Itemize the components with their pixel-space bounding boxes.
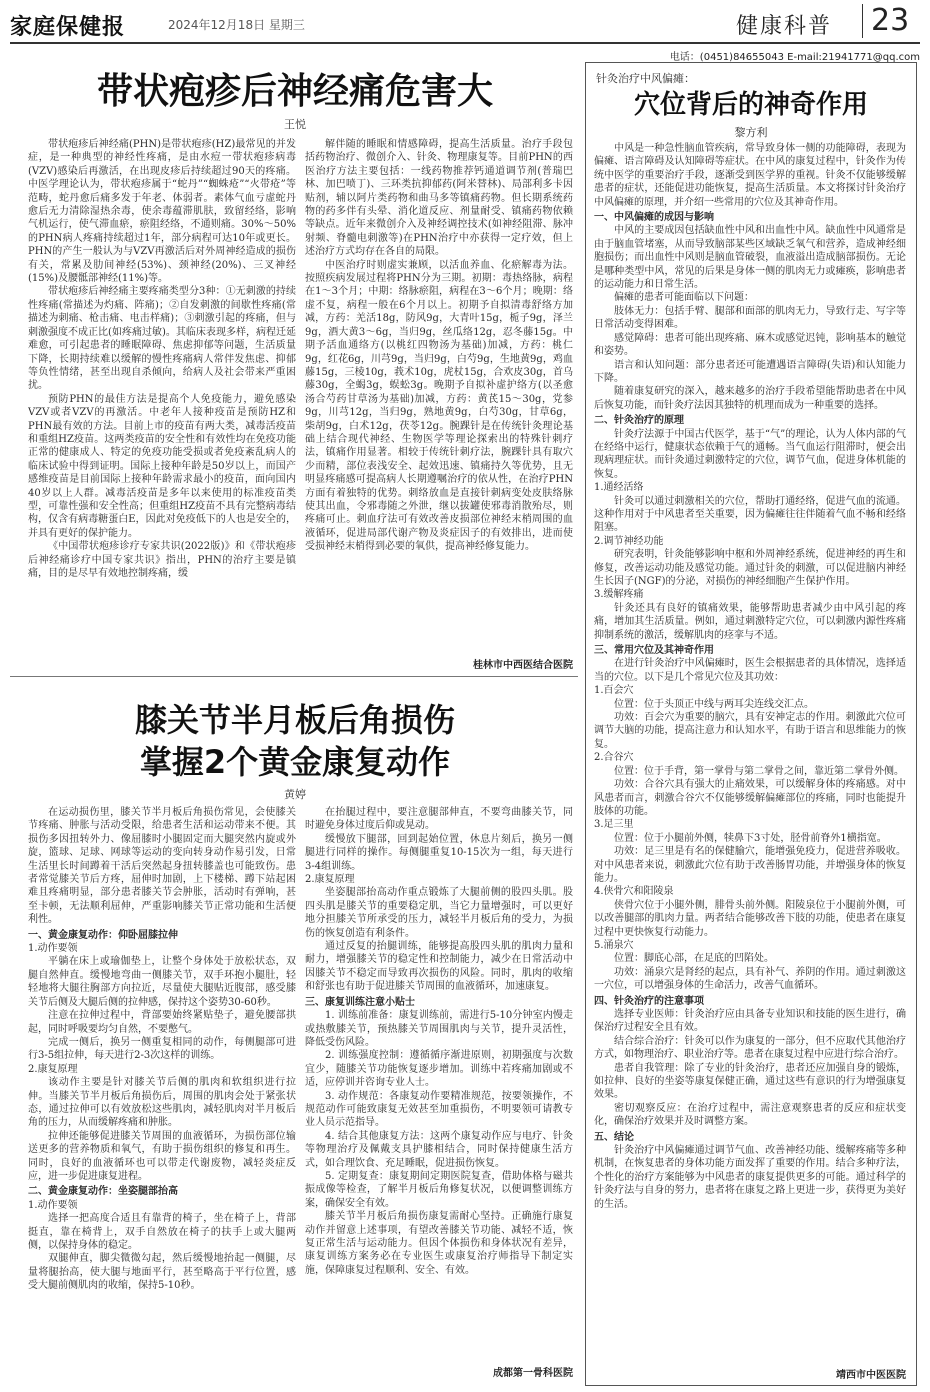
article2-column-1 xyxy=(28,806,296,1380)
section-heading: 一、黄金康复动作：仰卧屈膝拉伸 xyxy=(28,929,178,941)
paragraph: 在进行针灸治疗中风偏瘫时，医生会根据患者的具体情况，选择适当的穴位。以下是几个常见穴位及其功效： xyxy=(594,658,906,683)
paragraph: 平躺在床上或瑜伽垫上，让整个身体处于放松状态，双腿自然伸直。缓慢地弯曲一侧膝关节，双手环抱小腿肚，轻轻地将大腿往胸部方向拉近，尽量使大腿贴近腹部，感受膝关节后侧及大腿后侧的拉伸感，保持这个姿势30-60秒。 xyxy=(28,956,296,1008)
subsection-label: 1.动作要领 xyxy=(28,1199,78,1211)
paragraph: 通过反复的抬腿训练，能够提高股四头肌的肌肉力量和耐力，增强膝关节的稳定性和控制能力，减少在日常活动中因膝关节不稳定而导致再次损伤的风险。同时，肌肉的收缩和舒张也有助于促进膝关节周围的血液循环，加速康复。 xyxy=(305,941,573,993)
paragraph: 感觉障碍：患者可能出现疼痛、麻木或感觉迟钝，影响基本的触觉和姿势。 xyxy=(594,332,906,358)
section-heading: 五、结论 xyxy=(594,1131,634,1143)
article2-title-line1: 膝关节半月板后角损伤 xyxy=(134,701,455,739)
paragraph: 针灸可以通过刺激相关的穴位，帮助打通经络，促进气血的流通。这种作用对于中风患者至关重要，因为偏瘫往往伴随着气血不畅和经络阻塞。 xyxy=(594,495,906,534)
paragraph: 注意在拉伸过程中，背部要始终紧贴垫子，避免腰部拱起，同时呼吸要均匀自然，不要憋气。 xyxy=(28,1010,296,1035)
paragraph: 肢体无力：包括手臂、腿部和面部的肌肉无力，导致行走、写字等日常活动变得困难。 xyxy=(594,305,906,331)
paragraph: 随着康复研究的深入，越来越多的治疗手段希望能帮助患者在中风后恢复功能，而针灸疗法因其独特的机理而成为一种重要的选择。 xyxy=(594,386,906,411)
paragraph: 在运动损伤里，膝关节半月板后角损伤常见，会使膝关节疼痛、肿胀与活动受限，给患者生活和运动带来不便。其损伤多因扭转外力、像屈膝时小腿固定而大腿突然内旋或外旋，篮球、足球、网球等运动的变向转身动作易引发，日常生活里长时间蹲着干活后突然起身扭转膝盖也可能致伤。患者常觉膝关节后方疼，屈伸时加剧，上下楼梯、蹲下站起困难且疼痛明显，部分患者膝关节会肿胀，活动时有弹响，甚至卡顿，无法顺利屈伸，严重影响膝关节正常功能和生活便利性。 xyxy=(28,807,296,926)
paragraph: 侠骨穴位于小腿外侧，腓骨头前外侧。阳陵泉位于小腿前外侧，可以改善腿部的肌肉力量。两者结合能够改善下肢的功能，使患者在康复过程中更快恢复行动能力。 xyxy=(594,899,906,938)
paragraph: 2. 训练强度控制：遵循循序渐进原则，初期强度与次数宜少，随膝关节功能恢复逐步增加。训练中若疼痛加剧或不适，应停训并咨询专业人士。 xyxy=(305,1050,573,1089)
paragraph: 《中国带状疱疹诊疗专家共识(2022版)》和《带状疱疹后神经痛诊疗中国专家共识》指出，PHN的治疗主要是镇痛，目的是尽早有效地控制疼痛，缓 xyxy=(28,541,296,579)
article-divider xyxy=(10,676,578,677)
article1-source: 桂林市中西医结合医院 xyxy=(473,660,573,671)
paragraph: 密切观察反应：在治疗过程中，需注意观察患者的反应和症状变化，确保治疗效果并及时调整方案。 xyxy=(594,1102,906,1128)
paragraph: 带状疱疹后神经痛(PHN)是带状疱疹(HZ)最常见的并发症，是一种典型的神经性疼痛，是由水痘一带状疱疹病毒(VZV)感染后再激活，在出现皮疹后持续超过90天的疼痛。中医学理论认为，带状疱疹属于“蛇丹”“蜘蛛疮”“火带疮”等范畴，蛇丹愈后痛多发于年老、体弱者。素体气血亏虚蛇丹愈后无力清除湿热余毒，使余毒蕴滞肌肤，致留经络，影响气机运行，使气滞血瘀，瘀阻经络，不通则痛。30%～50%的PHN病人疼痛持续超过1年，部分病程可达10年或更长。PHN的产生一般认为与VZV再激活后对外周神经造成的损伤有关，常累及肋间神经(53%)、颈神经(20%)、三叉神经(15%)及腰骶部神经(11%)等。 xyxy=(28,139,296,285)
article1-column-2 xyxy=(305,138,573,646)
subsection-label: 1.百会穴 xyxy=(594,685,634,697)
subsection-label: 3.缓解疼痛 xyxy=(594,589,644,601)
issue-date: 2024年12月18日 星期三 xyxy=(168,18,305,32)
paragraph: 带状疱疹后神经痛主要疼痛类型分3种：①无刺激的持续性疼痛(常描述为灼痛、阵痛)；②自发刺激的间歇性疼痛(常描述为刺痛、枪击痛、电击样痛)；③刺激引起的疼痛，但与刺激强度不成正比(如疼痛过敏)。其临床表现多样，病程迁延难愈，可引起患者的睡眠障碍、焦虑抑郁等问题，生活质量下降，长期持续难以缓解的慢性疼痛病人常伴发焦虑、抑郁等负性情绪，甚至出现自杀倾向，给病人及社会带来严重困扰。 xyxy=(28,286,296,392)
article2-column-2 xyxy=(305,806,573,1356)
article3-source: 靖西市中医医院 xyxy=(836,1370,906,1381)
paragraph: 选择一把高度合适且有靠背的椅子，坐在椅子上，背部挺直，靠在椅背上，双手自然放在椅子的扶手上或大腿两侧，以保持身体的稳定。 xyxy=(28,1213,296,1251)
section-heading: 二、黄金康复动作：坐姿腿部抬高 xyxy=(28,1186,178,1198)
paragraph: 5. 定期复查：康复期间定期医院复查，借助体格与磁共振成像等检查，了解半月板后角修复状况，以便调整训练方案，确保安全有效。 xyxy=(305,1170,573,1209)
subsection-label: 2.合谷穴 xyxy=(594,752,634,764)
section-heading: 二、针灸治疗的原理 xyxy=(594,415,684,427)
paragraph: 中风是一种急性脑血管疾病，常导致身体一侧的功能障碍，表现为偏瘫、语言障碍及认知障碍等症状。在中风的康复过程中，针灸作为传统中医学的重要治疗手段，逐渐受到医学界的重视。针灸不仅能够缓解患者的症状，还能促进功能恢复，提高生活质量。本文将探讨针灸治疗中风偏瘫的原理，并介绍一些常用的穴位及其神奇作用。 xyxy=(594,143,906,208)
paragraph: 语言和认知问题：部分患者还可能遭遇语言障碍(失语)和认知能力下降。 xyxy=(594,359,906,384)
paragraph: 中医治疗时则虚实兼顾，以活血养血、化瘀解毒为法。按照疾病发展过程将PHN分为三期。初期：毒热络脉，病程在1～3个月；中期：络脉瘀阻，病程在3～6个月；晚期：络虚不复，病程一般在6个月以上。初期予自拟清毒舒络方加减，方药：羌活18g，防风9g，大青叶15g，栀子9g，泽兰9g，酒大黄3～6g，当归9g，丝瓜络12g，忍冬藤15g。中期予活血通络方(以桃红四物汤为基础)加减，方药：桃仁9g，红花6g，川芎9g，当归9g，白芍9g，生地黄9g，鸡血藤15g，三棱10g，莪术10g，虎杖15g，合欢皮30g，首乌藤30g，全蝎3g，蜈蚣3g。晚期予自拟补虚护络方(以圣愈汤合芍药甘草汤为基础)加减，方药：黄芪15～30g，党参9g，川芎12g，当归9g，熟地黄9g，白芍30g，甘草6g，柴胡9g，白术12g，茯苓12g。腕踝针是在传统针灸理论基础上结合现代神经、生物医学等理论探索出的特殊针刺疗法，镇痛作用显著。相较于传统针刺疗法，腕踝针具有取穴少而精，部位表浅安全、起效迅速、镇痛持久等优势，且无明显疼痛感可提高病人长期遵嘱治疗的依从性，在治疗PHN方面有着独特的优势。刺络放血是直接针刺病变处皮肤络脉使其出血，令邪毒随之外泄，继以拔罐使邪毒消散殆尽，则疼痛可止。刺血疗法可有效改善皮损部位神经末梢周围的血液循环，促进局部代谢产物及炎症因子的有效排出，进而使受损神经末梢得到必要的氧供，提高神经修复能力。 xyxy=(305,259,573,553)
article1-column-1 xyxy=(28,138,296,664)
paragraph: 拉伸还能够促进膝关节周围的血液循环，为损伤部位输送更多的营养物质和氧气，有助于损伤组织的修复和再生。同时，良好的血液循环也可以带走代谢废物，减轻炎症反应，进一步促进康复进程。 xyxy=(28,1130,296,1182)
paper-name: 家庭保健报 xyxy=(10,15,126,40)
paragraph: 位置：脚底心部，在足底的凹陷处。 xyxy=(614,953,774,965)
article2-title-line2: 掌握2个黄金康复动作 xyxy=(139,743,451,781)
paragraph: 4. 结合其他康复方法：这两个康复动作应与电疗、针灸等物理治疗及佩戴支具护膝相结合，同时保持健康生活方式，如合理饮食、充足睡眠，促进损伤恢复。 xyxy=(305,1130,573,1169)
paragraph: 解伴随的睡眠和情感障碍，提高生活质量。治疗手段包括药物治疗、微创介入、针灸、物理康复等。目前PHN的西医治疗方法主要包括：一线药物推荐钙通道调节剂(普瑞巴林、加巴喷丁)、三环类抗抑郁药(阿米替林)、局部利多卡因贴剂，辅以阿片类药物和曲马多等镇痛药物。但长期系统药物的药多伴有头晕、消化道反应、剂量耐受、镇痛药物依赖等缺点。近年来微创介入及神经调控技术(如神经阻滞、脉冲射频、脊髓电刺激等)在PHN治疗中亦获得一定疗效，但上述治疗方式均存在各自的局限。 xyxy=(305,139,573,258)
subsection-label: 2.调节神经功能 xyxy=(594,535,664,547)
paragraph: 位置：位于头顶正中线与两耳尖连线交汇点。 xyxy=(614,698,814,710)
paragraph: 膝关节半月板后角损伤康复需耐心坚持。正确施行康复动作并留意上述事项，有望改善膝关节功能、减轻不适，恢复正常生活与运动能力。但因个体损伤和身体状况有差异，康复训练方案务必在专业医生或康复治疗师指导下制定实施，保障康复过程顺利、安全、有效。 xyxy=(305,1211,573,1276)
subsection-label: 1.动作要领 xyxy=(28,943,78,955)
subsection-label: 4.侠骨穴和阳陵泉 xyxy=(594,886,674,898)
article3-title: 穴位背后的神奇作用 xyxy=(633,90,868,120)
article3-kicker: 针灸治疗中风偏瘫： xyxy=(596,72,695,85)
paragraph: 该动作主要是针对膝关节后侧的肌肉和软组织进行拉伸。当膝关节半月板后角损伤后，周围的肌肉会处于紧张状态，通过拉伸可以有效放松这些肌肉，减轻肌肉对半月板后角的压力，从而缓解疼痛和肿胀。 xyxy=(28,1077,296,1129)
paragraph: 双腿伸直，脚尖微微勾起，然后缓慢地抬起一侧腿，尽量将腿抬高，使大腿与地面平行，甚至略高于平行位置，感受大腿前侧肌肉的收缩，保持5-10秒。 xyxy=(28,1253,296,1292)
paragraph: 1. 训练前准备：康复训练前，需进行5-10分钟室内慢走或热敷膝关节，预热膝关节周围肌肉与关节，提升灵活性，降低受伤风险。 xyxy=(305,1010,573,1048)
paragraph: 结合综合治疗：针灸可以作为康复的一部分，但不应取代其他治疗方式，如物理治疗、职业治疗等。患者在康复过程中应进行综合治疗。 xyxy=(594,1035,906,1061)
section-title: 健康科普 xyxy=(736,14,833,39)
paragraph: 中风的主要成因包括缺血性中风和出血性中风。缺血性中风通常是由于脑血管堵塞，从而导致脑部某些区域缺乏氧气和营养，造成神经细胞损伤；而出血性中风则是脑血管破裂，血液溢出造成脑部损伤。无论是哪种类型中风，常见的后果是身体一侧的肌肉无力或瘫痪，影响患者的运动能力和日常生活。 xyxy=(594,225,906,291)
paragraph: 研究表明，针灸能够影响中枢和外周神经系统，促进神经的再生和修复，改善运动功能及感觉功能。通过针灸的刺激，可以促进脑内神经生长因子(NGF)的分泌，对损伤的神经细胞产生保护作用。 xyxy=(594,549,906,587)
paragraph: 功效：合谷穴具有强大的止痛效果，可以缓解身体的疼痛感。对中风患者而言，刺激合谷穴不仅能够缓解偏瘫部位的疼痛，同时也能提升肢体的功能。 xyxy=(594,779,906,817)
article3-body xyxy=(594,142,906,1356)
subsection-label: 2.康复原理 xyxy=(28,1063,78,1075)
paragraph: 针灸疗法源于中国古代医学，基于“气”的理论，认为人体内部的气在经络中运行，健康状态依赖于气的通畅。当气血运行阻滞时，便会出现病理症状。而针灸通过刺激特定的穴位，调节气血，促进身体机能的恢复。 xyxy=(594,428,906,480)
paragraph: 3. 动作规范：各康复动作要精准规范，按要领操作，不规范动作可能致康复无效甚至加重损伤，不明要领可请教专业人员示范指导。 xyxy=(305,1090,573,1129)
paragraph: 预防PHN的最佳方法是提高个人免疫能力，避免感染VZV或者VZV的再激活。中老年人接种疫苗是预防HZ和PHN最有效的方法。目前上市的疫苗有两大类，减毒活疫苗和重组HZ疫苗。这两类疫苗的安全性和有效性均在免疫功能正常的健康成人、特定的免疫功能受损或者免疫紊乱病人的临床试验中得到证明。国际上接种年龄是50岁以上，而国产感维疫苗是目前国际上接种年龄需求最小的疫苗，面向国内40岁以上人群。减毒活疫苗是多年以来使用的标准疫苗类型，可靠性强和安全性高；但重组HZ疫苗不具有完整病毒结构，仅含有病毒糖蛋白E，因此对免疫低下的人也是安全的，并具有更好的保护能力。 xyxy=(28,393,296,539)
paragraph: 在抬腿过程中，要注意腿部伸直，不要弯曲膝关节，同时避免身体过度后仰或晃动。 xyxy=(305,807,573,832)
paragraph: 缓慢放下腿部，回到起始位置，休息片刻后，换另一侧腿进行同样的操作。每侧腿重复10-15次为一组，每天进行3-4组训练。 xyxy=(305,833,573,872)
subsection-label: 1.通经活络 xyxy=(594,482,644,494)
paragraph: 完成一侧后，换另一侧重复相同的动作，每侧腿部可进行3-5组拉伸，每天进行2-3次这样的训练。 xyxy=(28,1036,296,1062)
section-heading: 三、康复训练注意小贴士 xyxy=(305,996,415,1008)
paragraph: 位置：位于手背，第一掌骨与第二掌骨之间，靠近第二掌骨外侧。 xyxy=(614,765,904,777)
paragraph: 位置：位于小腿前外侧，犊鼻下3寸处，胫骨前脊外1横指宽。 xyxy=(614,832,887,844)
article2-source: 成都第一骨科医院 xyxy=(493,1368,573,1379)
subsection-label: 3.足三里 xyxy=(594,819,634,831)
article1-author: 王悦 xyxy=(284,118,306,131)
subsection-label: 2.康复原理 xyxy=(305,874,355,886)
paragraph: 功效：足三里是有名的保健腧穴，能增强免疫力，促进营养吸收。对中风患者来说，刺激此穴位有助于改善肠胃功能，并增强身体的恢复能力。 xyxy=(594,846,906,884)
article3-author: 黎方利 xyxy=(734,126,768,139)
section-heading: 三、常用穴位及其神奇作用 xyxy=(594,645,714,657)
page-number: 23 xyxy=(862,4,909,38)
paragraph: 偏瘫的患者可能面临以下问题： xyxy=(614,292,754,304)
paragraph: 针灸治疗中风偏瘫通过调节气血、改善神经功能、缓解疼痛等多种机制，在恢复患者的身体功能方面发挥了重要的作用。结合多种疗法，个性化的治疗方案能够为中风患者的康复提供更多的可能。通过科学的针灸疗法与自身的努力，患者将在康复之路上更进一步，获得更为美好的生活。 xyxy=(594,1145,906,1210)
paragraph: 患者自我管理：除了专业的针灸治疗，患者还应加强自身的锻炼，如拉伸、良好的坐姿等康复保健正确，通过这些有意识的行为增强康复效果。 xyxy=(594,1062,906,1101)
paragraph: 选择专业医师：针灸治疗应由具备专业知识和技能的医生进行，确保治疗过程安全且有效。 xyxy=(594,1009,906,1034)
article1-title: 带状疱疹后神经痛危害大 xyxy=(96,71,493,112)
subsection-label: 5.涌泉穴 xyxy=(594,939,634,951)
contact-line: 电话：(0451)84655043 E-mail:21941771@qq.com xyxy=(669,52,920,63)
section-heading: 四、针灸治疗的注意事项 xyxy=(594,995,704,1007)
paragraph: 功效：涌泉穴是肾经的起点，具有补气、养阴的作用。通过刺激这一穴位，可以增强身体的生命活力，改善气血循环。 xyxy=(594,966,906,992)
paragraph: 功效：百会穴为重要的脑穴，具有安神定志的作用。刺激此穴位可调节大脑的功能，提高注意力和认知水平，有助于语言和思维能力的恢复。 xyxy=(594,712,906,750)
paragraph: 坐姿腿部抬高动作重点锻炼了大腿前侧的股四头肌。股四头肌是膝关节的重要稳定肌，当它力量增强时，可以更好地分担膝关节所承受的压力，减轻半月板后角的受力，为损伤的恢复创造有利条件。 xyxy=(305,887,573,939)
paragraph: 针灸还具有良好的镇痛效果，能够帮助患者减少由中风引起的疼痛，增加其生活质量。例如，通过刺激特定穴位，可以刺激内源性疼痛抑制系统的激活，缓解肌肉的痉挛与不适。 xyxy=(594,602,906,641)
section-heading: 一、中风偏瘫的成因与影响 xyxy=(594,212,714,224)
article2-author: 黄婷 xyxy=(284,788,306,801)
